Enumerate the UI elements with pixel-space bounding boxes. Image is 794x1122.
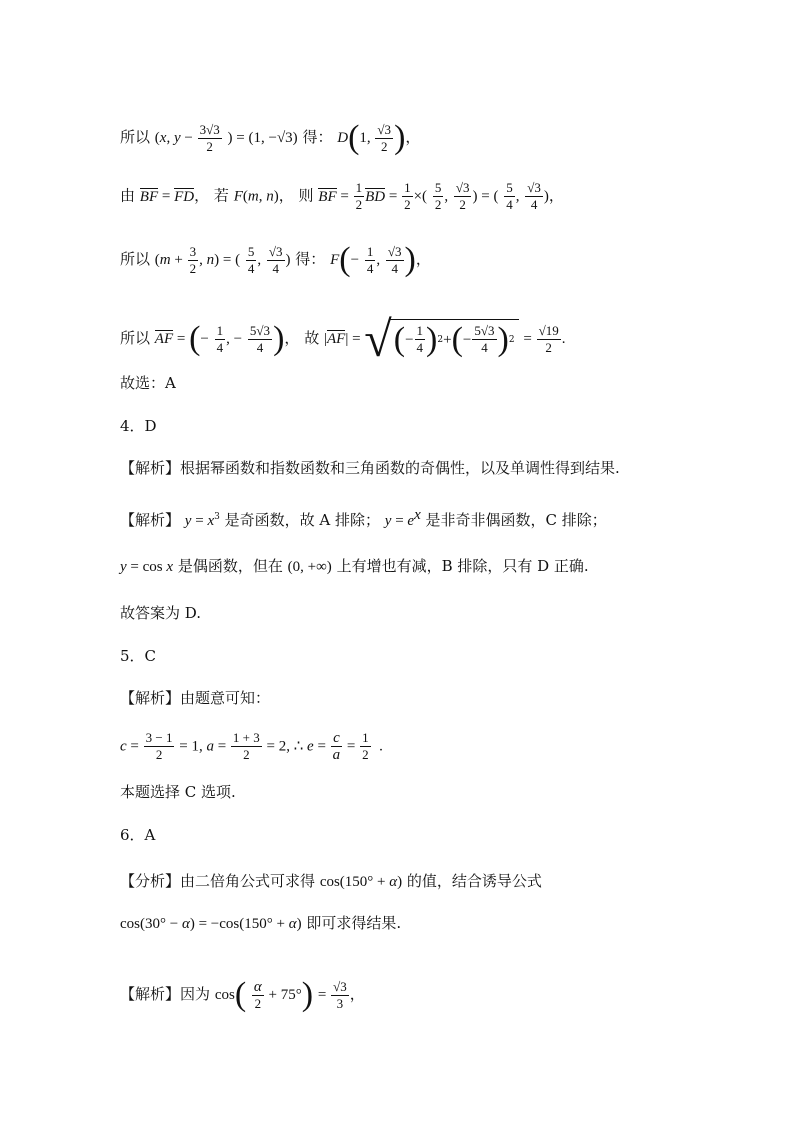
q5-solution-label: 【解析】由题意可知：	[120, 689, 271, 707]
q4-solution-line1: 【解析】 $y = x^3$ 是奇函数，故 A 排除； $y = e^x$ 是非奇非偶函数，C 排除；	[120, 507, 607, 529]
fraction: $\frac{√3}{2}$	[377, 121, 392, 154]
fraction: $\frac{3√3}{2}$	[199, 121, 220, 154]
q4-number: 4．D	[120, 417, 157, 435]
text-so: 所以	[120, 128, 151, 146]
answer-line: 故选：A	[120, 374, 176, 392]
q5-formula: c = $\frac{3 - 1}{2}$ = 1, a = $\frac{1 + 3}{2}$ = 2, ∴ e = $\frac{c}{a}$ = $\frac{1}{2}$ .	[120, 730, 383, 763]
line-solve-f: 所以 (m + $\frac{3}{2}$ , n) = ( $\frac{5}{4}$ , $\frac{√3}{4}$ ) 得： F(− $\frac{1}{4}$ , $\frac{√3}{4}$ )，	[120, 241, 431, 278]
q4-conclusion: 故答案为 D.	[120, 604, 202, 622]
line-solve-d: 所以 (x, y − $\frac{3√3}{2}$ ) = (1, −√3) 得： D(1, $\frac{√3}{2}$ )，	[120, 119, 421, 156]
q4-solution-line2: y = cos x 是偶函数，但在 (0, +∞) 上有增也有减，B 排除，只有 D 正确.	[120, 557, 589, 575]
line-af-length: 所以 AF = (− $\frac{1}{4}$ , − $\frac{5√3}{4}$ )， 故 |AF| = √ ( − $\frac{1}{4}$ ) 2 + ( − $\frac{5√3}{4}$ ) 2 = $\frac{√19}{2}$ .	[120, 311, 566, 367]
text-ruo: 若	[213, 186, 229, 205]
text-gu: 故	[304, 329, 320, 347]
text-you: 由	[120, 186, 136, 205]
q6-analysis-line2: cos(30° − α) = −cos(150° + α) 即可求得结果.	[120, 914, 402, 932]
q6-number: 6．A	[120, 826, 156, 844]
q6-analysis-line1: 【分析】由二倍角公式可求得 cos(150° + α) 的值，结合诱导公式	[120, 872, 542, 890]
q5-number: 5．C	[120, 647, 157, 665]
line-vector-bf: 由 BF = FD， 若 F(m, n)， 则 BF = $\frac{1}{2}$ BD = $\frac{1}{2}$ ×( $\frac{5}{2}$ , $\frac{√3}{2}$ ) = ( $\frac{5}{4}$ , $\frac{√3}{4}$ )，	[120, 180, 564, 212]
q5-conclusion: 本题选择 C 选项.	[120, 783, 236, 801]
text-de: 得：	[302, 128, 333, 146]
sqrt-expression: √ ( − $\frac{1}{4}$ ) 2 + ( − $\frac{5√3}{4}$ ) 2	[364, 314, 518, 364]
text-ze: 则	[298, 186, 314, 205]
q6-solution-line1: 【解析】因为 cos( $\frac{\alpha}{2}$ + 75°) = $\frac{√3}{3}$ ，	[120, 976, 365, 1013]
q4-analysis: 【解析】根据幂函数和指数函数和三角函数的奇偶性，以及单调性得到结果.	[120, 459, 620, 477]
